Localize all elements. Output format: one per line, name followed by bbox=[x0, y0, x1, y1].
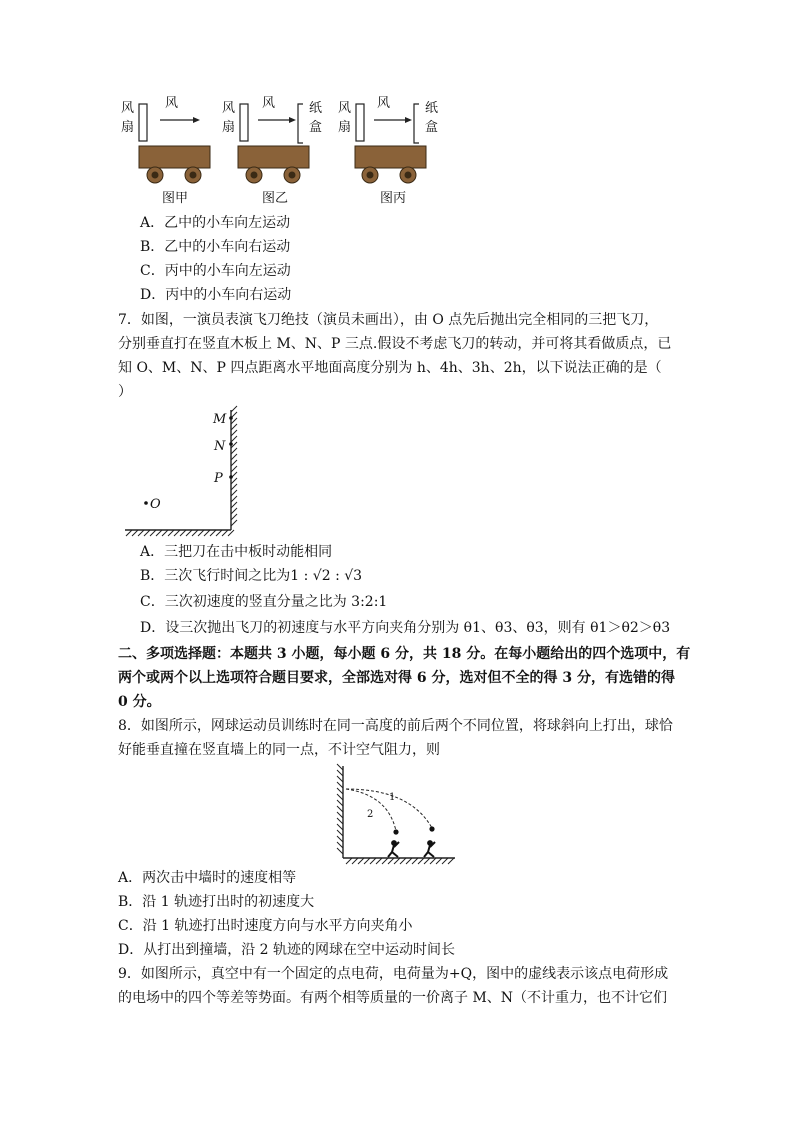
label-p: P bbox=[214, 471, 223, 486]
q7-option-c: C．三次初速度的竖直分量之比为 3:2:1 bbox=[140, 594, 388, 610]
q7-line-3: 知 O、M、N、P 四点距离水平地面高度分别为 h、4h、3h、2h，以下说法正确的是（ bbox=[118, 360, 662, 376]
ground-hatch bbox=[346, 858, 454, 864]
box-label-bottom: 盒 bbox=[425, 120, 439, 135]
fan-label-bottom: 扇 bbox=[222, 120, 236, 135]
section2-line-2: 两个或两个以上选项符合题目要求，全部选对得 6 分，选对但不全的得 3 分，有选错的得 bbox=[118, 670, 675, 686]
q6-option-b: B．乙中的小车向右运动 bbox=[140, 239, 291, 255]
box-label-bottom: 盒 bbox=[309, 120, 323, 135]
q7-option-a: A．三把刀在击中板时动能相同 bbox=[140, 544, 333, 560]
fan-label-bottom: 扇 bbox=[121, 120, 135, 135]
caption-bing: 图丙 bbox=[380, 191, 407, 206]
q9-line-1: 9．如图所示，真空中有一个固定的点电荷，电荷量为+Q，图中的虚线表示该点电荷形成 bbox=[118, 966, 669, 982]
fan-label-bottom: 扇 bbox=[338, 120, 352, 135]
q9-line-2: 的电场中的四个等差等势面。有两个相等质量的一价离子 M、N（不计重力，也不计它们 bbox=[118, 990, 668, 1006]
fan-label-top: 风 bbox=[121, 101, 135, 116]
q6-option-c: C．丙中的小车向左运动 bbox=[140, 263, 291, 279]
wall-hatch bbox=[337, 764, 343, 854]
box-label-top: 纸 bbox=[309, 101, 323, 116]
label-1: 1 bbox=[389, 792, 396, 803]
q7-line-4: ） bbox=[118, 384, 132, 400]
player-2 bbox=[388, 841, 399, 857]
label-2: 2 bbox=[367, 809, 374, 820]
caption-jia: 图甲 bbox=[162, 191, 189, 206]
caption-yi: 图乙 bbox=[262, 191, 289, 206]
ball-2 bbox=[393, 829, 398, 834]
wind-label: 风 bbox=[377, 96, 391, 111]
q8-option-a: A．两次击中墙时的速度相等 bbox=[118, 870, 297, 886]
q8-line-1: 8．如图所示，网球运动员训练时在同一高度的前后两个不同位置，将球斜向上打出，球恰 bbox=[118, 718, 673, 734]
q6-option-a: A．乙中的小车向左运动 bbox=[140, 215, 291, 231]
label-n: N bbox=[214, 439, 226, 454]
box-label-top: 纸 bbox=[425, 101, 439, 116]
q7-option-b: B．三次飞行时间之比为1 : √2 : √3 bbox=[140, 568, 363, 584]
label-o: O bbox=[150, 497, 161, 512]
section2-line-1: 二、多项选择题：本题共 3 小题，每小题 6 分，共 18 分。在每小题给出的四个选项中，有 bbox=[118, 646, 691, 662]
fan-label-top: 风 bbox=[222, 101, 236, 116]
q7-option-d: D．设三次抛出飞刀的初速度与水平方向夹角分别为 θ1、θ3、θ3，则有 θ1＞θ2＞θ3 bbox=[140, 620, 671, 636]
q8-option-c: C．沿 1 轨迹打出时速度方向与水平方向夹角小 bbox=[118, 918, 413, 934]
q8-line-2: 好能垂直撞在竖直墙上的同一点，不计空气阻力，则 bbox=[118, 742, 440, 758]
label-m: M bbox=[213, 412, 227, 427]
ball-1 bbox=[429, 826, 434, 831]
q8-option-b: B．沿 1 轨迹打出时的初速度大 bbox=[118, 894, 315, 910]
player-1 bbox=[424, 841, 435, 857]
section2-line-3: 0 分。 bbox=[118, 694, 161, 710]
q7-line-1: 7．如图，一演员表演飞刀绝技（演员未画出），由 O 点先后抛出完全相同的三把飞刀， bbox=[118, 312, 659, 328]
q6-option-d: D．丙中的小车向右运动 bbox=[140, 287, 292, 303]
wind-label: 风 bbox=[262, 96, 276, 111]
fan-label-top: 风 bbox=[338, 101, 352, 116]
wind-label: 风 bbox=[165, 96, 179, 111]
q8-option-d: D．从打出到撞墙，沿 2 轨迹的网球在空中运动时间长 bbox=[118, 942, 456, 958]
q7-line-2: 分别垂直打在竖直木板上 M、N、P 三点.假设不考虑飞刀的转动，并可将其看做质点，已 bbox=[118, 336, 672, 352]
